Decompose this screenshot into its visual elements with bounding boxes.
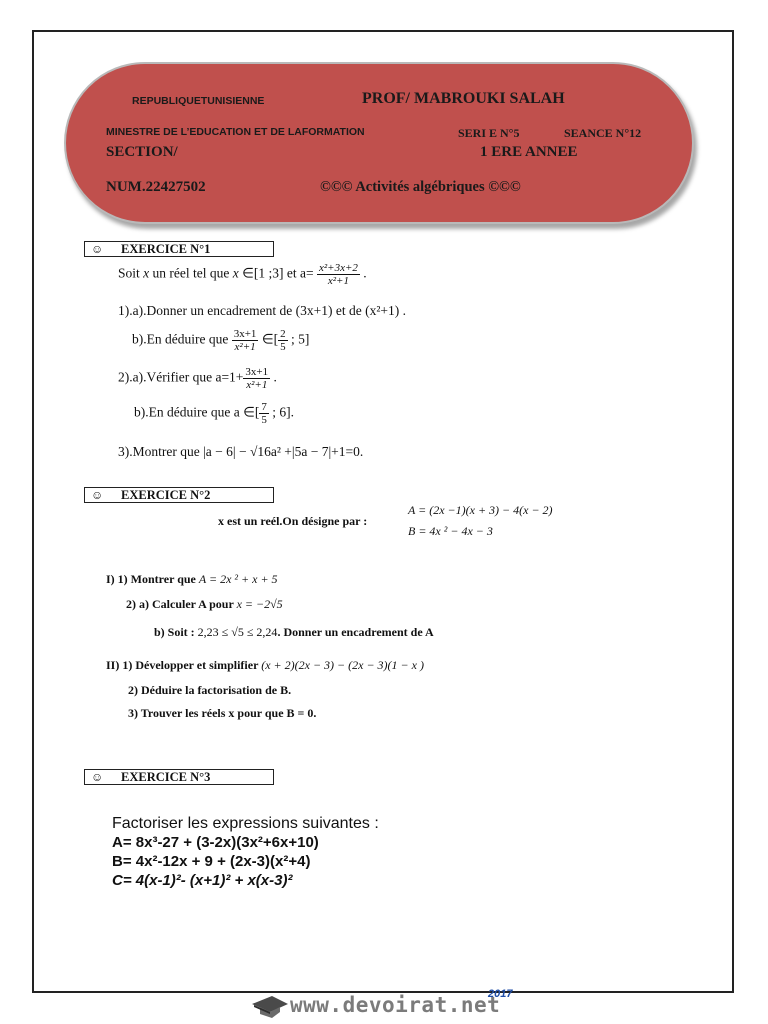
- ex1-intro-text-a: Soit: [118, 265, 144, 281]
- ex2-i2b: [154, 625, 434, 640]
- fraction-q2a: [243, 366, 270, 391]
- ex2-ii3: 3) Trouver les réels x pour que B = 0.: [128, 706, 317, 720]
- smiley-icon: ☺: [91, 488, 104, 502]
- ex1-q1b-interval-close: ; 5]: [287, 331, 310, 347]
- graduation-cap-icon: [250, 992, 290, 1020]
- ex2-ii2: 2) Déduire la factorisation de B.: [128, 683, 292, 697]
- fraction-2-5: [278, 328, 288, 353]
- ex2-i2a-math: x = −2√5: [236, 597, 283, 611]
- republic-label: REPUBLIQUETUNISIENNE: [132, 95, 265, 107]
- footer-year: 2017: [488, 988, 513, 1000]
- fraction-2-5-num: 2: [280, 328, 286, 340]
- ex1-q3: 3).Montrer que |a − 6| − √16a² +|5a − 7|+1=0.: [118, 444, 364, 459]
- ex1-intro: [118, 262, 367, 287]
- footer-site: www.devoirat.net: [290, 993, 501, 1017]
- seance-label: SEANCE N°12: [564, 126, 642, 140]
- ex1-q1a: 1).a).Donner un encadrement de (3x+1) et de (x²+1) .: [118, 303, 407, 318]
- exercise-3-header: [84, 769, 274, 785]
- ex2-i1-math: A = 2x ² + x + 5: [198, 572, 278, 586]
- fraction-7-5: [259, 401, 269, 426]
- fraction-q1b: [232, 328, 259, 353]
- fraction-a-num: x²+3x+2: [318, 262, 358, 274]
- smiley-icon: ☺: [91, 242, 104, 256]
- fraction-a: [317, 262, 360, 287]
- exercise-2-header: [84, 487, 274, 503]
- ex1-q1b: [132, 328, 309, 353]
- ex2-intro: x est un reél.On désigne par :: [218, 514, 368, 528]
- ex1-q2a-pre: 2).a).Vérifier que a=1+: [118, 369, 244, 385]
- fraction-q1b-den: x²+1: [234, 341, 256, 353]
- section-label: SECTION/: [106, 144, 178, 160]
- ex2-ii1: [106, 658, 424, 673]
- fraction-7-5-num: 7: [261, 401, 267, 413]
- ex2-ii1-label: II) 1) Développer et simplifier: [106, 658, 262, 672]
- exercise-1-title: EXERCICE N°1: [121, 242, 211, 256]
- ex3-expr-b: B= 4x²-12x + 9 + (2x-3)(x²+4): [112, 853, 311, 870]
- serie-label: SERI E N°5: [458, 126, 520, 140]
- ex1-q1b-pre: b).En déduire que: [132, 331, 232, 347]
- ministry-label: MINESTRE DE L’EDUCATION ET DE LAFORMATION: [106, 126, 365, 138]
- exercise-2-title: EXERCICE N°2: [121, 488, 211, 502]
- ex2-eq-a: A = (2x −1)(x + 3) − 4(x − 2): [408, 503, 553, 517]
- fraction-2-5-den: 5: [280, 341, 286, 353]
- ex1-q2a: [118, 366, 277, 391]
- ex1-q2b-post: ; 6].: [268, 404, 294, 420]
- ex2-i1: [106, 572, 278, 587]
- ex1-q2b: [134, 401, 294, 426]
- ex2-i1-label: I) 1) Montrer que: [106, 572, 199, 586]
- ex1-q2a-post: .: [270, 369, 277, 385]
- header-banner: [64, 62, 694, 224]
- ex1-q2b-pre: b).En déduire que a ∈[: [134, 404, 260, 420]
- ex1-q1b-interval-open: ∈[: [258, 331, 279, 347]
- exercise-3-title: EXERCICE N°3: [121, 770, 211, 784]
- ex1-intro-x: x: [143, 265, 150, 281]
- ex2-i2b-math: 2,23 ≤ √5 ≤ 2,24: [197, 625, 278, 639]
- ex2-i2a-label: 2) a) Calculer A pour: [126, 597, 237, 611]
- ex2-i2b-post: . Donner un encadrement de A: [277, 625, 434, 639]
- fraction-q1b-num: 3x+1: [233, 328, 257, 340]
- teacher-name: PROF/ MABROUKI SALAH: [362, 90, 565, 107]
- fraction-a-den: x²+1: [327, 275, 349, 287]
- ex3-intro: Factoriser les expressions suivantes :: [112, 815, 379, 832]
- ex2-ii1-math: (x + 2)(2x − 3) − (2x − 3)(1 − x ): [261, 658, 424, 672]
- ex3-expr-c: C= 4(x-1)²- (x+1)² + x(x-3)²: [112, 872, 293, 889]
- fraction-q2a-den: x²+1: [246, 379, 268, 391]
- level-label: 1 ERE ANNEE: [480, 144, 578, 160]
- fraction-7-5-den: 5: [261, 414, 267, 426]
- ex1-intro-text-c: ∈[1 ;3] et a=: [238, 265, 314, 281]
- ex2-eq-b: B = 4x ² − 4x − 3: [408, 524, 493, 538]
- ex1-intro-end: .: [359, 265, 367, 281]
- fraction-q2a-num: 3x+1: [245, 366, 269, 378]
- worksheet-title: ©©© Activités algébriques ©©©: [320, 179, 521, 195]
- ex2-i2a: [126, 597, 283, 612]
- ex3-expr-a: A= 8x³-27 + (3-2x)(3x²+6x+10): [112, 834, 319, 851]
- ex2-i2b-label: b) Soit :: [154, 625, 198, 639]
- ex1-intro-x2: x: [232, 265, 239, 281]
- ex1-intro-text-b: un réel tel que: [149, 265, 233, 281]
- smiley-icon: ☺: [91, 770, 104, 784]
- num-label: NUM.22427502: [106, 179, 206, 195]
- exercise-1-header: [84, 241, 274, 257]
